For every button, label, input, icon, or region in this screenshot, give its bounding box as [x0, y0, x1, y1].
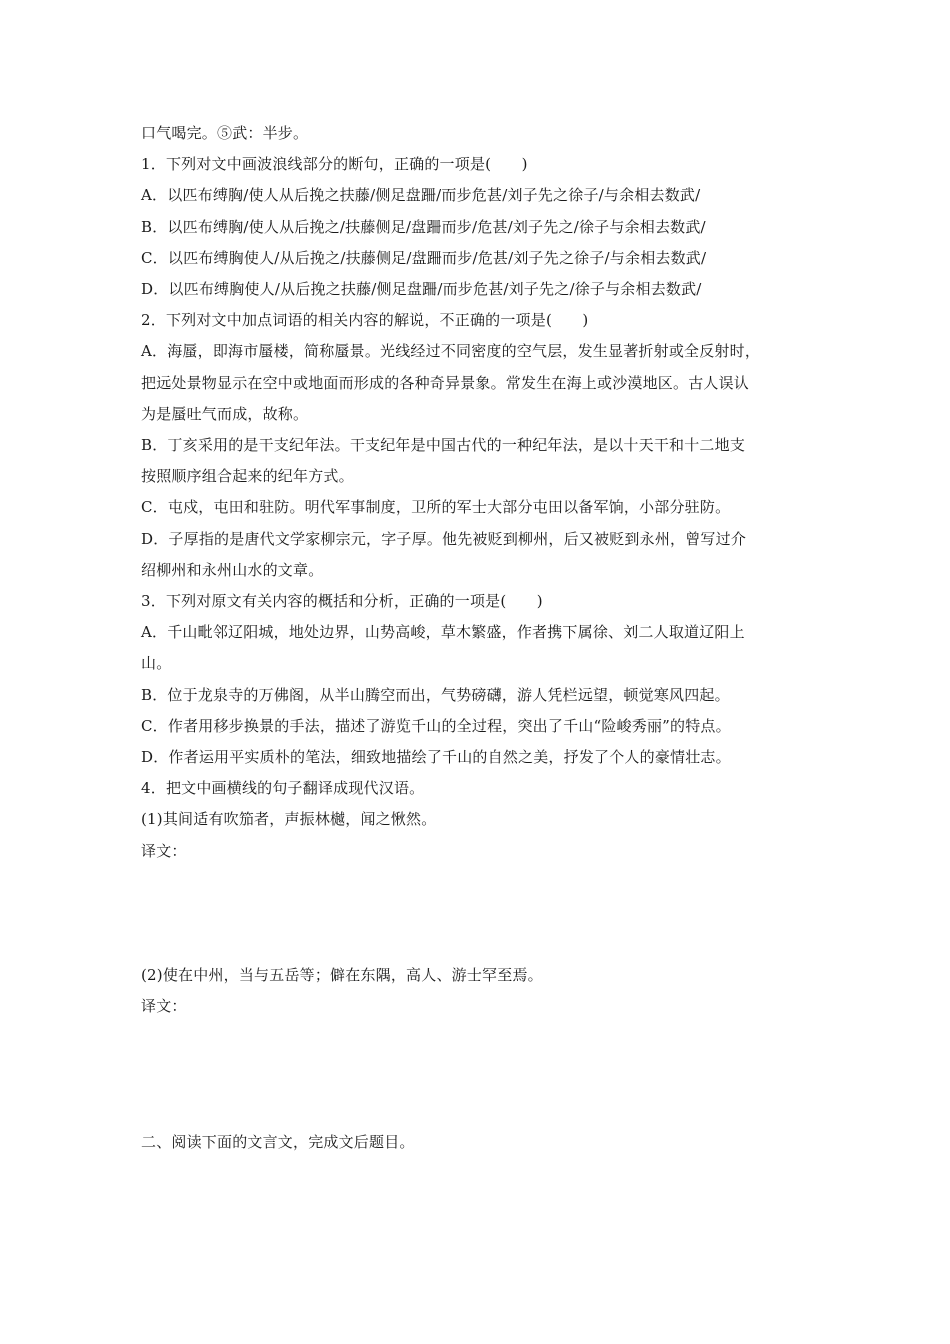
- question-4-sentence-2: (2)使在中州，当与五岳等；僻在东隅，高人、游士罕至焉。: [141, 965, 543, 984]
- question-1-stem: 1．下列对文中画波浪线部分的断句，正确的一项是( ): [141, 155, 528, 174]
- question-3-option-c: C．作者用移步换景的手法，描述了游览千山的全过程，突出了千山“险峻秀丽”的特点。: [141, 716, 731, 735]
- answer-space-1: [141, 867, 821, 960]
- question-1-option-c: C．以匹布缚胸使人/从后挽之/扶藤侧足/盘跚而步/危甚/刘子先之徐子/与余相去数武/: [141, 248, 707, 267]
- text-line: 口气喝完。⑤武：半步。: [141, 124, 309, 142]
- question-4-stem: 4．把文中画横线的句子翻译成现代汉语。: [141, 779, 425, 798]
- question-3-option-d: D．作者运用平实质朴的笔法，细致地描绘了千山的自然之美，抒发了个人的豪情壮志。: [141, 748, 731, 767]
- question-3-option-a-cont: 山。: [141, 654, 172, 673]
- question-2-stem: 2．下列对文中加点词语的相关内容的解说，不正确的一项是( ): [141, 311, 589, 330]
- question-2-option-c: C．屯戍，屯田和驻防。明代军事制度，卫所的军士大部分屯田以备军饷，小部分驻防。: [141, 498, 731, 517]
- question-2-option-a-cont: 把远处景物显示在空中或地面而形成的各种奇异景象。常发生在海上或沙漠地区。古人误认: [141, 373, 750, 392]
- question-2-option-a: A．海蜃，即海市蜃楼，简称蜃景。光线经过不同密度的空气层，发生显著折射或全反射时，: [141, 342, 761, 361]
- question-3-stem: 3．下列对原文有关内容的概括和分析，正确的一项是( ): [141, 592, 543, 611]
- question-2-option-d-cont: 绍柳州和永州山水的文章。: [141, 560, 324, 579]
- answer-label-2: 译文：: [141, 997, 187, 1016]
- question-2-option-b: B．丁亥采用的是干支纪年法。干支纪年是中国古代的一种纪年法，是以十天干和十二地支: [141, 436, 746, 455]
- question-2-option-b-cont: 按照顺序组合起来的纪年方式。: [141, 467, 354, 486]
- question-1-option-d: D．以匹布缚胸使人/从后挽之扶藤/侧足盘跚/而步危甚/刘子先之/徐子与余相去数武/: [141, 280, 702, 299]
- document-page: [141, 118, 821, 1158]
- section-2-heading: 二、阅读下面的文言文，完成文后题目。: [141, 1133, 415, 1152]
- text-block-main: [141, 118, 821, 867]
- question-4-sentence-1: (1)其间适有吹笳者，声振林樾，闻之愀然。: [141, 810, 437, 829]
- question-2-option-a-cont: 为是蜃吐气而成，故称。: [141, 404, 309, 423]
- question-1-option-a: A．以匹布缚胸/使人从后挽之扶藤/侧足盘跚/而步危甚/刘子先之徐子/与余相去数武/: [141, 186, 701, 205]
- question-2-option-d: D．子厚指的是唐代文学家柳宗元，字子厚。他先被贬到柳州，后又被贬到永州，曾写过介: [141, 529, 747, 548]
- question-3-option-b: B．位于龙泉寺的万佛阁，从半山腾空而出，气势磅礴，游人凭栏远望，顿觉寒风四起。: [141, 685, 730, 704]
- question-1-option-b: B．以匹布缚胸/使人从后挽之/扶藤侧足/盘跚而步/危甚/刘子先之/徐子与余相去数武/: [141, 217, 706, 236]
- answer-space-2: [141, 1022, 821, 1127]
- answer-label-1: 译文：: [141, 841, 187, 860]
- question-3-option-a: A．千山毗邻辽阳城，地处边界，山势高峻，草木繁盛，作者携下属徐、刘二人取道辽阳上: [141, 623, 745, 642]
